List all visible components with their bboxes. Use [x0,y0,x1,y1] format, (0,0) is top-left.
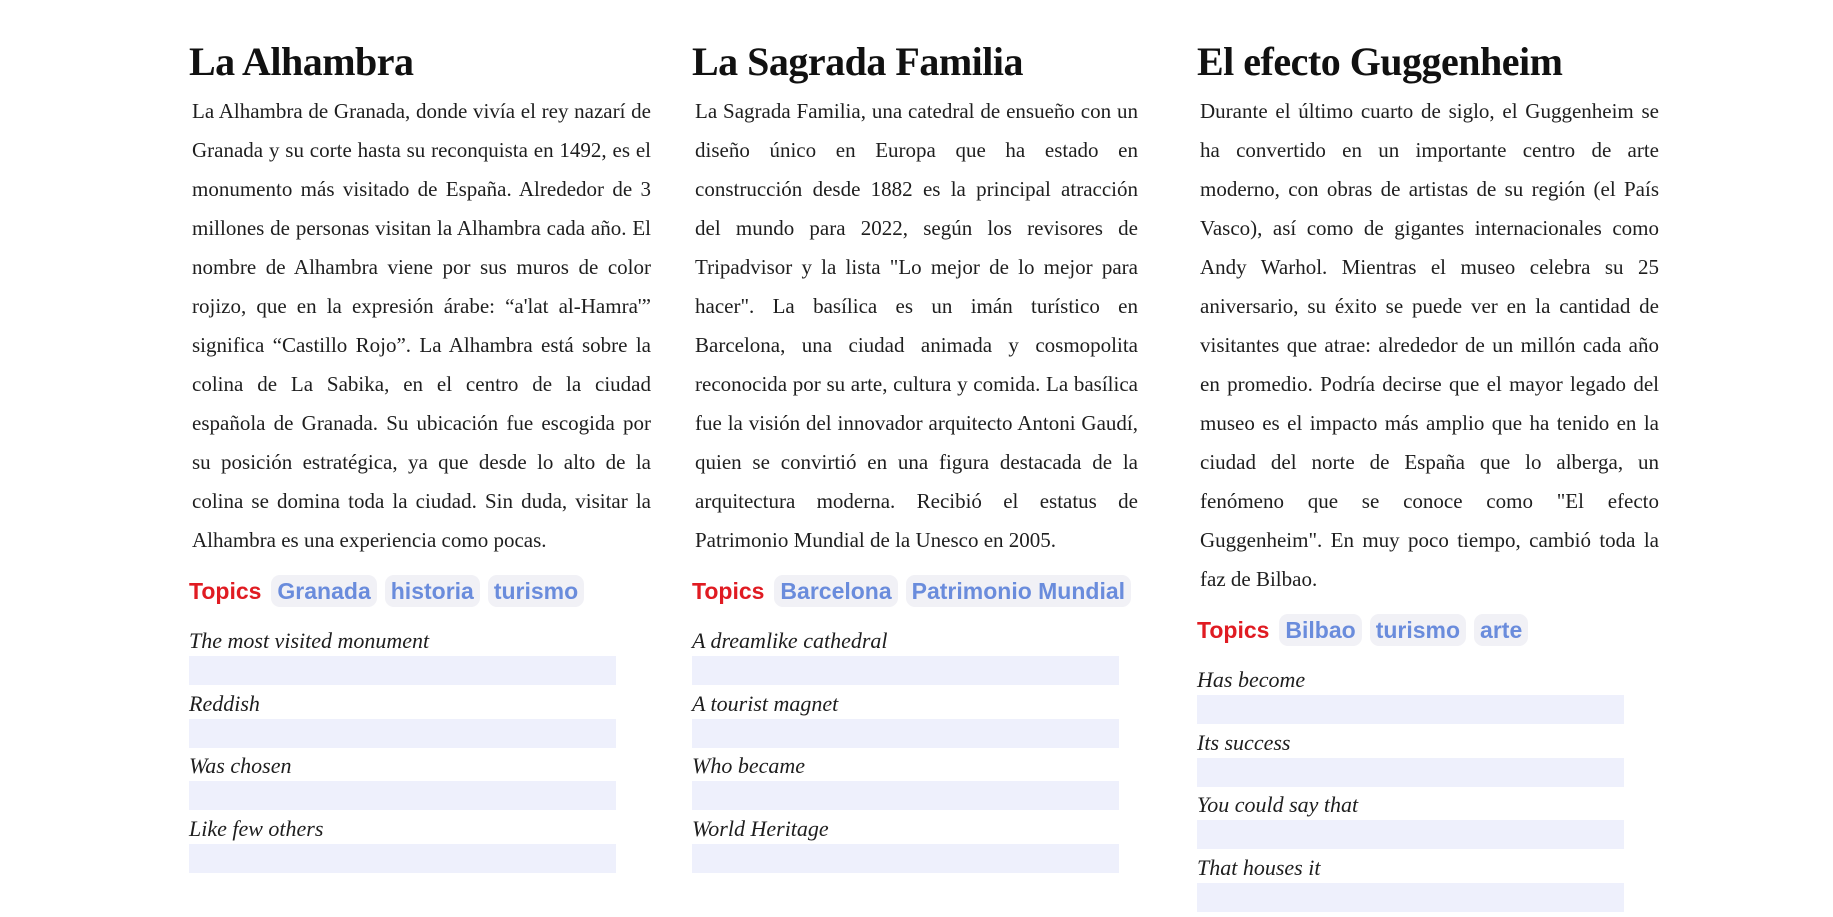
vocab-answer-input[interactable] [692,781,1119,810]
tag-patrimonio-mundial[interactable]: Patrimonio Mundial [906,575,1131,607]
vocab-item [692,814,1138,877]
vocab-item [189,689,651,752]
vocab-label: A dreamlike cathedral [692,628,888,653]
tag-granada[interactable]: Granada [271,575,376,607]
vocab-label: Reddish [189,690,260,716]
article-title: La Sagrada Familia [692,39,1024,84]
tag-turismo[interactable]: turismo [488,575,584,607]
tag-barcelona[interactable]: Barcelona [774,575,897,607]
vocab-label: Its success [1197,729,1291,755]
vocab-item [1197,728,1659,791]
article-alhambra [189,36,651,876]
article-body: Durante el último cuarto de siglo, el Guggenheim se ha convertido en un importante centro de arte moderno, con obras de artistas de su región (el País Vasco), así como de gigantes internacionales como Andy Warhol. Mientras el museo celebra su 25 aniversario, su éxito se puede ver en la cantidad de visitantes que atrae: alrededor de un millón cada año en promedio. Podría decirse que el mayor legado del museo es el impacto más amplio que ha tenido en la ciudad del norte de España que lo alberga, un fenómeno que se conoce como "El efecto Guggenheim". En muy poco tiempo, cambió toda la faz de Bilbao. [1200,99,1659,591]
vocab-list [692,626,1138,876]
topics-row [692,574,1138,608]
article-sagrada-familia [692,36,1138,876]
vocab-list [189,626,651,876]
vocab-list [1197,665,1659,915]
vocab-label: That houses it [1197,854,1321,880]
article-title: El efecto Guggenheim [1197,39,1563,84]
article-guggenheim [1197,36,1659,915]
article-title: La Alhambra [189,39,414,84]
topics-row [1197,613,1659,647]
vocab-item [692,689,1138,752]
topics-label: Topics [189,577,262,604]
vocab-label: Like few others [189,815,324,841]
topics-label: Topics [692,577,765,604]
vocab-label: Was chosen [189,753,292,778]
vocab-item [189,751,651,814]
vocab-label: You could say that [1197,792,1359,817]
vocab-answer-input[interactable] [189,781,616,810]
vocab-answer-input[interactable] [692,844,1119,873]
vocab-item [692,626,1138,689]
vocab-item [1197,853,1659,916]
vocab-item [692,751,1138,814]
vocab-item [189,814,651,877]
vocab-answer-input[interactable] [692,719,1119,748]
article-body: La Alhambra de Granada, donde vivía el rey nazarí de Granada y su corte hasta su reconquista en 1492, es el monumento más visitado de España. Alrededor de 3 millones de personas visitan la Alhambra cada año. El nombre de Alhambra viene por sus muros de color rojizo, que en la expresión árabe: “a'lat al-Hamra'” significa “Castillo Rojo”. La Alhambra está sobre la colina de La Sabika, en el centro de la ciudad española de Granada. Su ubicación fue escogida por su posición estratégica, ya que desde lo alto de la colina se domina toda la ciudad. Sin duda, visitar la Alhambra es una experiencia como pocas. [192,99,651,552]
vocab-answer-input[interactable] [189,719,616,748]
tag-arte[interactable]: arte [1474,614,1528,646]
vocab-item [1197,790,1659,853]
vocab-item [189,626,651,689]
topics-row [189,574,651,608]
vocab-answer-input[interactable] [1197,883,1624,912]
topics-label: Topics [1197,616,1270,643]
vocab-answer-input[interactable] [692,656,1119,685]
tag-turismo[interactable]: turismo [1370,614,1466,646]
vocab-answer-input[interactable] [1197,820,1624,849]
vocab-label: World Heritage [692,815,829,841]
vocab-label: Has become [1197,667,1306,692]
vocab-answer-input[interactable] [189,844,616,873]
vocab-label: Who became [692,753,806,778]
vocab-label: The most visited monument [189,628,430,653]
vocab-answer-input[interactable] [189,656,616,685]
vocab-answer-input[interactable] [1197,695,1624,724]
article-body: La Sagrada Familia, una catedral de ensueño con un diseño único en Europa que ha estado en construcción desde 1882 es la principal atracción del mundo para 2022, según los revisores de Tripadvisor y la lista "Lo mejor de lo mejor para hacer". La basílica es un imán turístico en Barcelona, una ciudad animada y cosmopolita reconocida por su arte, cultura y comida. La basílica fue la visión del innovador arquitecto Antoni Gaudí, quien se convirtió en una figura destacada de la arquitectura moderna. Recibió el estatus de Patrimonio Mundial de la Unesco en 2005. [695,99,1138,552]
vocab-answer-input[interactable] [1197,758,1624,787]
tag-bilbao[interactable]: Bilbao [1279,614,1361,646]
tag-historia[interactable]: historia [385,575,480,607]
vocab-label: A tourist magnet [692,690,839,716]
vocab-item [1197,665,1659,728]
